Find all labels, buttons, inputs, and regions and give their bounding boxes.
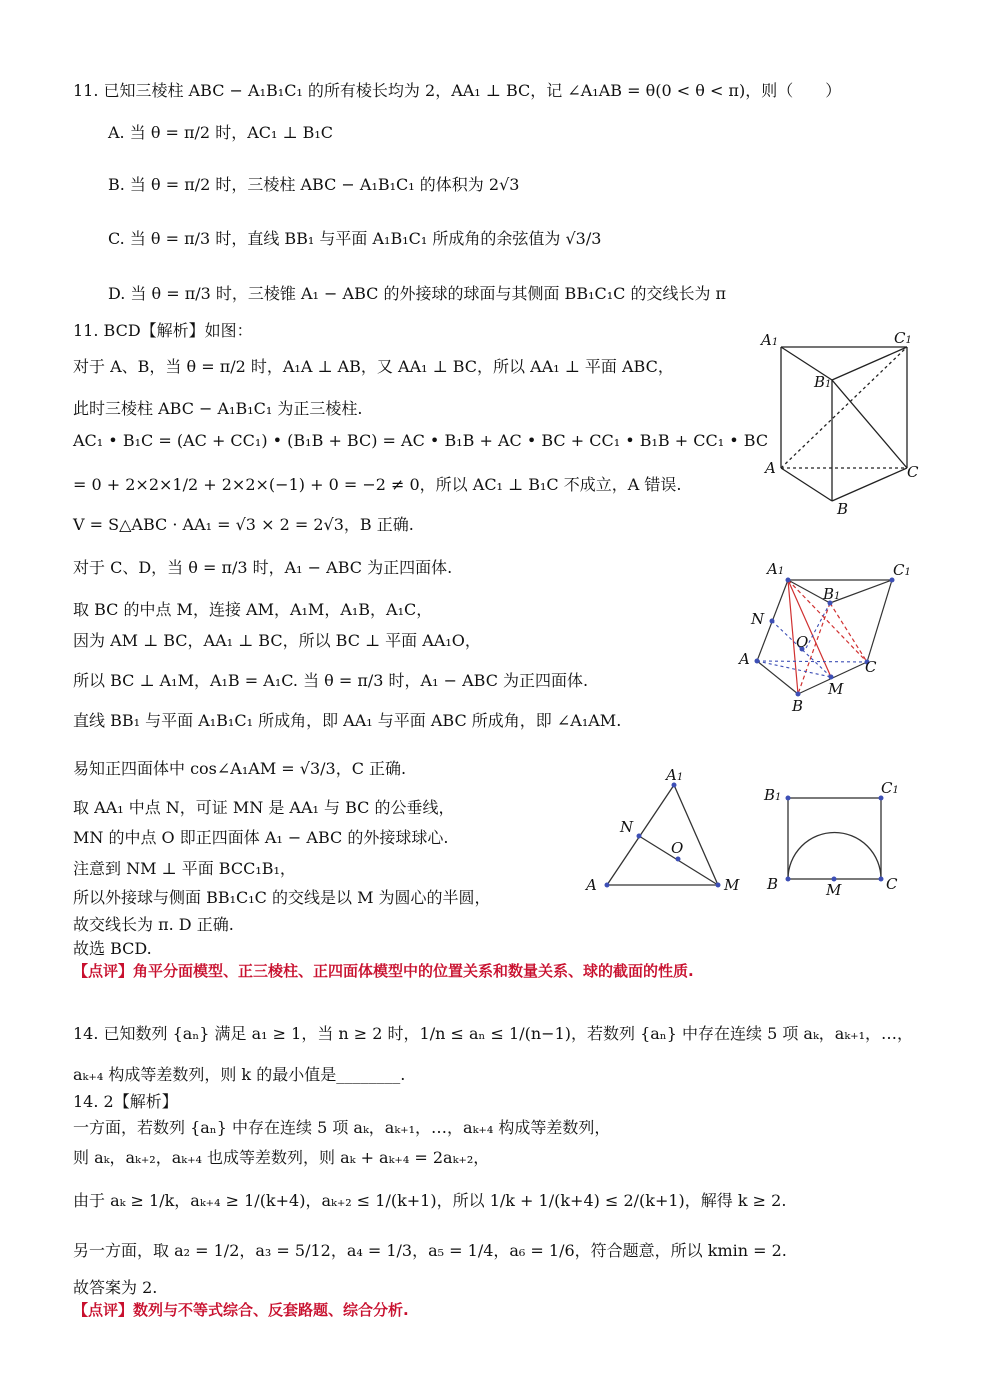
q11-solution-line: 直线 BB₁ 与平面 A₁B₁C₁ 所成角，即 AA₁ 与平面 ABC 所成角，即 ∠A₁AM. xyxy=(73,711,622,730)
q11-option-b: B. 当 θ = π/2 时，三棱柱 ABC − A₁B₁C₁ 的体积为 2√3 xyxy=(108,175,520,194)
tetra-label-a1: A1 xyxy=(767,560,785,578)
q11-solution-line: 对于 C、D，当 θ = π/3 时，A₁ − ABC 为正四面体. xyxy=(73,558,453,577)
q14-solution-line: 故答案为 2. xyxy=(73,1278,158,1297)
q11-solution-line: MN 的中点 O 即正四面体 A₁ − ABC 的外接球球心. xyxy=(73,828,449,847)
tetra-label-n: N xyxy=(751,610,765,628)
q11-option-d: D. 当 θ = π/3 时，三棱锥 A₁ − ABC 的外接球的球面与其侧面 BB₁C₁C 的交线长为 π xyxy=(108,284,727,303)
q11-solution-line: 对于 A、B，当 θ = π/2 时，A₁A ⊥ AB，又 AA₁ ⊥ BC，所以 AA₁ ⊥ 平面 ABC， xyxy=(73,357,674,376)
q11-solution-line: 易知正四面体中 cos∠A₁AM = √3/3，C 正确. xyxy=(73,759,407,778)
q14-solution-line: 另一方面，取 a₂ = 1/2，a₃ = 5/12，a₄ = 1/3，a₅ = 1/4，a₆ = 1/6，符合题意，所以 kmin = 2. xyxy=(73,1241,787,1260)
prism-label-c: C xyxy=(907,463,919,481)
q11-stem: 11. 已知三棱柱 ABC − A₁B₁C₁ 的所有棱长均为 2，AA₁ ⊥ BC，记 ∠A₁AB = θ(0 < θ < π)，则（ ） xyxy=(73,81,842,100)
triangle-label-a: A xyxy=(586,876,597,894)
q11-solution-line: 注意到 NM ⊥ 平面 BCC₁B₁， xyxy=(73,859,296,878)
q11-solution-line: 所以 BC ⊥ A₁M，A₁B = A₁C. 当 θ = π/3 时，A₁ − ABC 为正四面体. xyxy=(73,671,589,690)
prism-label-b1: B1 xyxy=(814,373,832,391)
q11-solution-line: 故选 BCD. xyxy=(73,939,152,958)
q11-option-a: A. 当 θ = π/2 时，AC₁ ⊥ B₁C xyxy=(108,123,334,142)
triangle-figure xyxy=(582,765,747,900)
triangle-label-n: N xyxy=(620,818,634,836)
triangle-label-a1: A1 xyxy=(666,766,684,784)
face-label-c1: C1 xyxy=(881,779,899,797)
q11-solution-line: 因为 AM ⊥ BC，AA₁ ⊥ BC，所以 BC ⊥ 平面 AA₁O， xyxy=(73,631,481,650)
q14-solution-line: 一方面，若数列 {aₙ} 中存在连续 5 项 aₖ，aₖ₊₁，…，aₖ₊₄ 构成等差数列， xyxy=(73,1118,611,1137)
tetra-label-b1: B1 xyxy=(823,585,841,603)
q11-solution-line: 此时三棱柱 ABC − A₁B₁C₁ 为正三棱柱. xyxy=(73,399,363,418)
q11-comment: 【点评】角平分面模型、正三棱柱、正四面体模型中的位置关系和数量关系、球的截面的性质. xyxy=(73,962,694,980)
q11-solution-line: 故交线长为 π. D 正确. xyxy=(73,915,234,934)
tetra-label-a: A xyxy=(739,650,750,668)
face-label-b: B xyxy=(767,875,779,893)
q11-solution-line: = 0 + 2×2×1/2 + 2×2×(−1) + 0 = −2 ≠ 0，所以 AC₁ ⊥ B₁C 不成立，A 错误. xyxy=(73,475,682,494)
q14-solution-line: 14. 2【解析】 xyxy=(73,1092,178,1111)
face-label-m: M xyxy=(826,881,842,899)
q11-option-c: C. 当 θ = π/3 时，直线 BB₁ 与平面 A₁B₁C₁ 所成角的余弦值为 √3/3 xyxy=(108,229,602,248)
q11-solution-line: 取 BC 的中点 M，连接 AM，A₁M，A₁B，A₁C， xyxy=(73,600,433,619)
q14-solution-line: 由于 aₖ ≥ 1/k，aₖ₊₄ ≥ 1/(k+4)，aₖ₊₂ ≤ 1/(k+1)，所以 1/k + 1/(k+4) ≤ 2/(k+1)，解得 k ≥ 2. xyxy=(73,1191,787,1210)
triangle-label-m: M xyxy=(724,876,740,894)
q11-solution-line: 取 AA₁ 中点 N，可证 MN 是 AA₁ 与 BC 的公垂线， xyxy=(73,798,455,817)
tetra-label-c1: C1 xyxy=(893,561,911,579)
face-label-b1: B1 xyxy=(764,786,782,804)
q14-stem-line: 14. 已知数列 {aₙ} 满足 a₁ ≥ 1，当 n ≥ 2 时，1/n ≤ aₙ ≤ 1/(n−1)，若数列 {aₙ} 中存在连续 5 项 aₖ，aₖ₊₁，…， xyxy=(73,1024,914,1043)
prism-label-c1: C1 xyxy=(894,329,912,347)
prism-label-a1: A1 xyxy=(761,331,779,349)
q11-solution-line: AC₁ • B₁C = (AC + CC₁) • (B₁B + BC) = AC • B₁B + AC • BC + CC₁ • B₁B + CC₁ • BC xyxy=(73,431,769,450)
triangle-label-o: O xyxy=(671,839,684,857)
prism-figure xyxy=(755,325,930,520)
side-face-figure xyxy=(762,778,912,898)
q11-solution-line: 所以外接球与侧面 BB₁C₁C 的交线是以 M 为圆心的半圆， xyxy=(73,888,491,907)
q14-comment: 【点评】数列与不等式综合、反套路题、综合分析. xyxy=(73,1301,409,1319)
tetra-label-m: M xyxy=(828,680,844,698)
tetra-label-b: B xyxy=(792,697,804,715)
face-label-c: C xyxy=(886,875,898,893)
tetra-label-o: O xyxy=(796,633,809,651)
q14-solution-line: 则 aₖ，aₖ₊₂，aₖ₊₄ 也成等差数列，则 aₖ + aₖ₊₄ = 2aₖ₊₂， xyxy=(73,1148,490,1167)
q11-solution-line: V = S△ABC · AA₁ = √3 × 2 = 2√3，B 正确. xyxy=(73,515,414,534)
q11-solution-line: 11. BCD【解析】如图： xyxy=(73,321,253,340)
prism-label-a: A xyxy=(765,459,776,477)
tetra-label-c: C xyxy=(865,658,877,676)
q14-stem-line: aₖ₊₄ 构成等差数列，则 k 的最小值是________. xyxy=(73,1065,406,1084)
tetrahedron-figure xyxy=(735,555,925,720)
prism-label-b: B xyxy=(837,500,849,518)
